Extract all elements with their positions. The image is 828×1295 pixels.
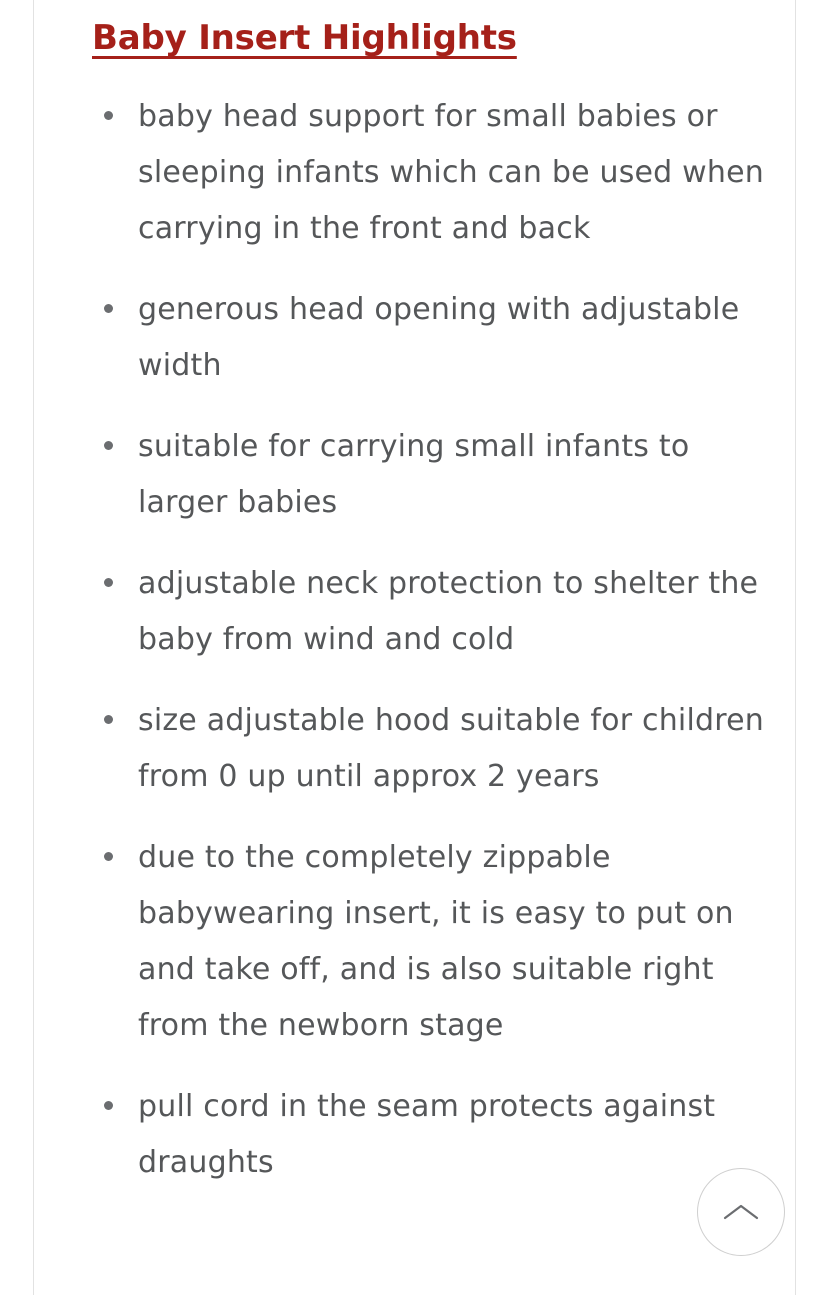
column-divider-right — [795, 0, 796, 1295]
list-item-text: size adjustable hood suitable for children from 0 up until approx 2 years — [138, 702, 764, 794]
list-item — [92, 1079, 765, 1191]
list-item — [92, 282, 765, 394]
list-item-text: pull cord in the seam protects against draughts — [138, 1088, 716, 1180]
list-item — [92, 89, 765, 257]
bullet-icon — [104, 1101, 113, 1110]
list-item-text: due to the completely zippable babywearing insert, it is easy to put on and take off, and is also suitable right from the newborn stage — [138, 839, 734, 1043]
list-item-text: generous head opening with adjustable width — [138, 291, 740, 383]
highlights-list — [92, 89, 765, 1191]
bullet-icon — [104, 578, 113, 587]
bullet-icon — [104, 304, 113, 313]
list-item-text: suitable for carrying small infants to larger babies — [138, 428, 690, 520]
scroll-to-top-button[interactable] — [697, 1168, 785, 1256]
bullet-icon — [104, 441, 113, 450]
list-item — [92, 419, 765, 531]
list-item — [92, 830, 765, 1054]
list-item-text: adjustable neck protection to shelter the baby from wind and cold — [138, 565, 759, 657]
content-column — [34, 0, 795, 1295]
bullet-icon — [104, 715, 113, 724]
list-item-text: baby head support for small babies or sleeping infants which can be used when carrying in the front and back — [138, 98, 764, 246]
list-item — [92, 693, 765, 805]
page-title: Baby Insert Highlights — [92, 18, 517, 58]
chevron-up-icon — [721, 1200, 761, 1224]
bullet-icon — [104, 852, 113, 861]
bullet-icon — [104, 111, 113, 120]
list-item — [92, 556, 765, 668]
